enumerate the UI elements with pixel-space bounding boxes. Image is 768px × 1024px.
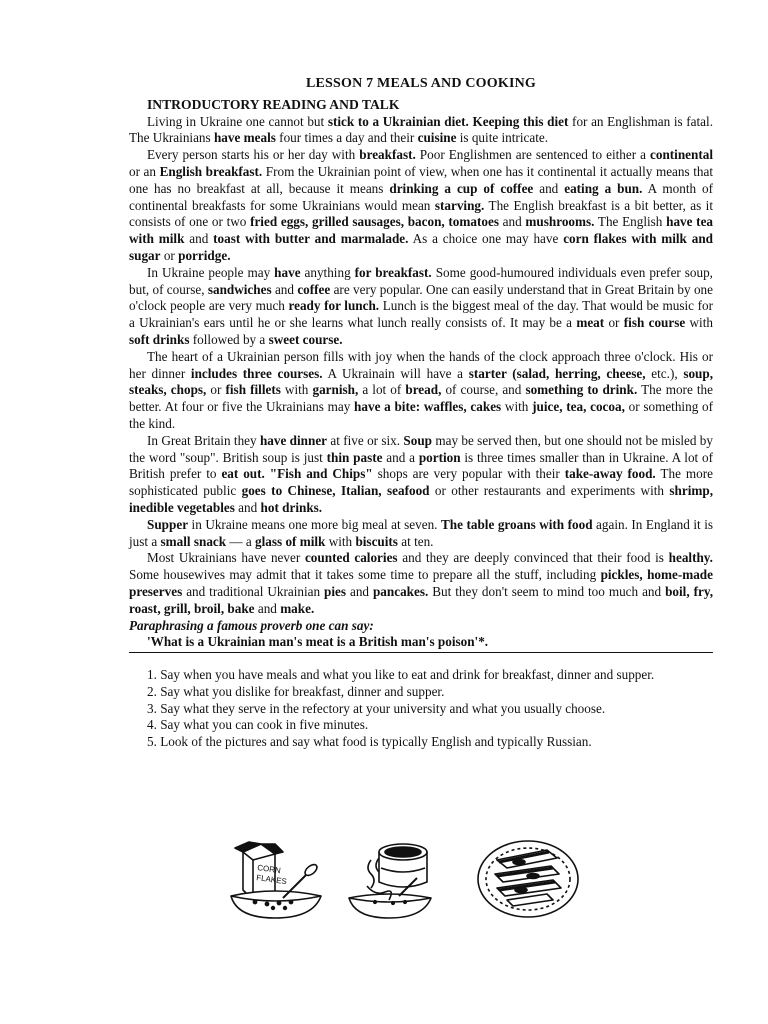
text-run: with <box>325 533 356 549</box>
text-run: Living in Ukraine one cannot but <box>147 113 328 129</box>
text-run: or an <box>129 163 160 179</box>
corn-flakes-bowl-illustration <box>225 838 330 920</box>
paragraph <box>129 550 713 617</box>
text-run: From the Ukrainian point of view, when one has it continental it actually means that one has no breakfast at all, because it means <box>129 163 713 196</box>
key-phrase: pies <box>324 583 347 599</box>
text-run: and <box>271 281 298 297</box>
key-phrase: breakfast. <box>359 147 416 163</box>
text-run: and <box>254 600 281 616</box>
text-run: followed by a <box>189 331 269 347</box>
text-run: Most Ukrainians have never <box>147 550 305 566</box>
key-phrase: soup, steaks, chops, <box>129 365 714 398</box>
section-subtitle: INTRODUCTORY READING AND TALK <box>147 96 400 112</box>
text-run: and <box>533 180 565 196</box>
key-phrase: The table groans with food <box>441 516 593 532</box>
text-run: anything <box>300 264 355 280</box>
key-phrase: have a bite: waffles, cakes <box>354 399 502 415</box>
key-phrase: starving. <box>434 197 485 213</box>
text-run: Lunch is the biggest meal of the day. That would be music for a Ukrainian's ears until he or she learns what lunch really consists of. It may be a <box>129 298 713 331</box>
key-phrase: starter (salad, herring, cheese, <box>468 365 646 381</box>
text-run: and <box>346 583 373 599</box>
text-run: a lot of <box>358 382 406 398</box>
illustrations <box>225 838 645 928</box>
task-item: 4. Say what you can cook in five minutes. <box>147 717 369 733</box>
key-phrase: portion <box>418 449 461 465</box>
text-run: may be served then, but one should not be misled by the word "soup". British soup is just <box>129 432 713 465</box>
text-run: four times a day and their <box>275 130 418 146</box>
key-phrase: healthy. <box>668 550 713 566</box>
document-page <box>129 76 713 751</box>
task-item: 3. Say what they serve in the refectory at your university and what you usually choose. <box>147 700 606 716</box>
text-run: shops are very popular with their <box>372 466 565 482</box>
box-label-line1: CORN <box>256 863 282 876</box>
key-phrase: cuisine <box>417 130 457 146</box>
proverb-intro: Paraphrasing a famous proverb one can say: <box>129 617 374 633</box>
key-phrase: have <box>274 264 301 280</box>
text-run: are very popular. One can easily understand that in Great Britain by one o'clock people are very much <box>129 281 713 314</box>
key-phrase: eat out. <box>221 466 265 482</box>
text-run: or <box>160 247 179 263</box>
text-run: Some housewives may admit that it takes some time to prepare all the stuff, including <box>129 567 601 583</box>
key-phrase: small snack <box>160 533 227 549</box>
paragraph <box>129 349 713 433</box>
text-run: is quite intricate. <box>456 130 549 146</box>
text-run: — a <box>226 533 256 549</box>
text-run: at five or six. <box>327 432 404 448</box>
key-phrase: something to drink. <box>525 382 638 398</box>
key-phrase: "Fish and Chips" <box>269 466 373 482</box>
key-phrase: Soup <box>403 432 433 448</box>
text-run: The English <box>594 214 667 230</box>
key-phrase: bread, <box>405 382 442 398</box>
key-phrase: take-away food. <box>564 466 656 482</box>
sandwich-plate-illustration <box>473 838 583 920</box>
paragraph <box>129 147 713 265</box>
text-run: at ten. <box>397 533 434 549</box>
text-run: of course, and <box>441 382 526 398</box>
text-run: and they are deeply convinced that their food is <box>397 550 669 566</box>
task-list <box>129 667 713 751</box>
text-run: is three times smaller than in Ukraine. A lot of British prefer to <box>129 449 714 482</box>
key-phrase: boil, fry, roast, grill, broil, bake <box>129 583 713 616</box>
key-phrase: pickles, home-made preserves <box>129 567 713 599</box>
key-phrase: garnish, <box>312 382 359 398</box>
text-run: again. In England it is just a <box>129 516 713 549</box>
key-phrase: drinking a cup of coffee <box>389 180 534 196</box>
key-phrase: ready for lunch. <box>288 298 380 314</box>
key-phrase: soft drinks <box>129 331 190 347</box>
key-phrase: meat <box>576 315 605 331</box>
text-run: Poor Englishmen are sentenced to either a <box>415 147 650 163</box>
key-phrase: corn flakes with milk and sugar <box>129 231 713 263</box>
key-phrase: juice, tea, cocoa, <box>532 399 625 415</box>
key-phrase: includes three courses. <box>190 365 323 381</box>
key-phrase: porridge. <box>178 247 231 263</box>
paragraph <box>129 517 713 551</box>
text-run: and <box>498 214 526 230</box>
paragraph <box>129 265 713 349</box>
key-phrase: pancakes. <box>372 583 429 599</box>
text-run: for an Englishman is fatal. The Ukrainians <box>129 113 713 146</box>
text-run: As a choice one may have <box>408 231 564 247</box>
key-phrase: shrimp, inedible vegetables <box>129 483 714 515</box>
task-item: 2. Say what you dislike for breakfast, dinner and supper. <box>147 683 445 699</box>
text-run: The heart of a Ukrainian person fills with joy when the hands of the clock approach three o'clock. His or her dinner <box>129 348 713 381</box>
text-run: etc.), <box>645 365 684 381</box>
lesson-title: LESSON 7 MEALS AND COOKING <box>305 76 537 91</box>
key-phrase: goes to Chinese, Italian, seafood <box>241 483 430 499</box>
text-run: Some good-humoured individuals even prefer soup, but, of course, <box>129 264 713 297</box>
text-run: with <box>280 382 313 398</box>
key-phrase: eating a bun. <box>564 180 643 196</box>
text-run: or something of the kind. <box>129 399 714 431</box>
key-phrase: have dinner <box>259 432 328 448</box>
key-phrase: have meals <box>213 130 276 146</box>
key-phrase: fried eggs, grilled sausages, bacon, tomatoes <box>250 214 499 230</box>
text-run: with <box>501 399 533 415</box>
paragraph <box>129 433 713 517</box>
text-run: with <box>685 315 713 331</box>
key-phrase: sandwiches <box>207 281 272 297</box>
section-divider <box>129 652 713 653</box>
key-phrase: counted calories <box>304 550 398 566</box>
key-phrase: fish fillets <box>225 382 281 398</box>
text-run: and traditional Ukrainian <box>182 583 325 599</box>
proverb-quote: 'What is a Ukrainian man's meat is a British man's poison'*. <box>147 634 489 650</box>
paragraph <box>129 114 713 148</box>
text-run: The more the better. At four or five the Ukrainians may <box>129 382 713 415</box>
task-item: 1. Say when you have meals and what you like to eat and drink for breakfast, dinner and supper. <box>147 667 655 683</box>
key-phrase: glass of milk <box>255 533 326 549</box>
text-run: The more sophisticated public <box>129 466 713 499</box>
key-phrase: toast with butter and marmalade. <box>213 231 409 247</box>
text-run: and a <box>382 449 419 465</box>
key-phrase: English breakfast. <box>159 163 263 179</box>
box-label-line2: FLAKES <box>255 873 288 887</box>
key-phrase: thin paste <box>326 449 383 465</box>
key-phrase: mushrooms. <box>525 214 595 230</box>
key-phrase: sweet course. <box>268 331 343 347</box>
task-item: 5. Look of the pictures and say what food is typically English and typically Russian. <box>147 734 592 750</box>
key-phrase: hot drinks. <box>260 499 323 515</box>
text-run: or <box>604 315 624 331</box>
text-run: In Ukraine people may <box>147 264 275 280</box>
key-phrase: make. <box>280 600 315 616</box>
key-phrase: for breakfast. <box>354 264 432 280</box>
key-phrase: fish course <box>623 315 686 331</box>
text-run: and <box>234 499 261 515</box>
text-run: or <box>206 382 226 398</box>
reading-text <box>129 114 713 618</box>
text-run: or other restaurants and experiments with <box>429 483 670 499</box>
key-phrase: Supper <box>147 516 189 532</box>
text-run: Every person starts his or her day with <box>147 147 360 163</box>
key-phrase: stick to a Ukrainian diet. Keeping this diet <box>327 113 569 129</box>
text-run: A month of continental breakfasts for some Ukrainians would mean <box>129 180 714 213</box>
text-run: In Great Britain they <box>147 432 260 448</box>
soup-pot-illustration <box>345 838 450 920</box>
key-phrase: coffee <box>297 281 331 297</box>
key-phrase: continental <box>650 147 714 163</box>
key-phrase: have tea with milk <box>129 214 714 247</box>
text-run: The English breakfast is a bit better, as it consists of one or two <box>129 197 713 230</box>
text-run: A Ukrainain will have a <box>322 365 469 381</box>
text-run: But they don't seem to mind too much and <box>428 583 666 599</box>
text-run: and <box>184 231 214 247</box>
key-phrase: biscuits <box>355 533 398 549</box>
text-run: in Ukraine means one more big meal at seven. <box>188 516 441 532</box>
